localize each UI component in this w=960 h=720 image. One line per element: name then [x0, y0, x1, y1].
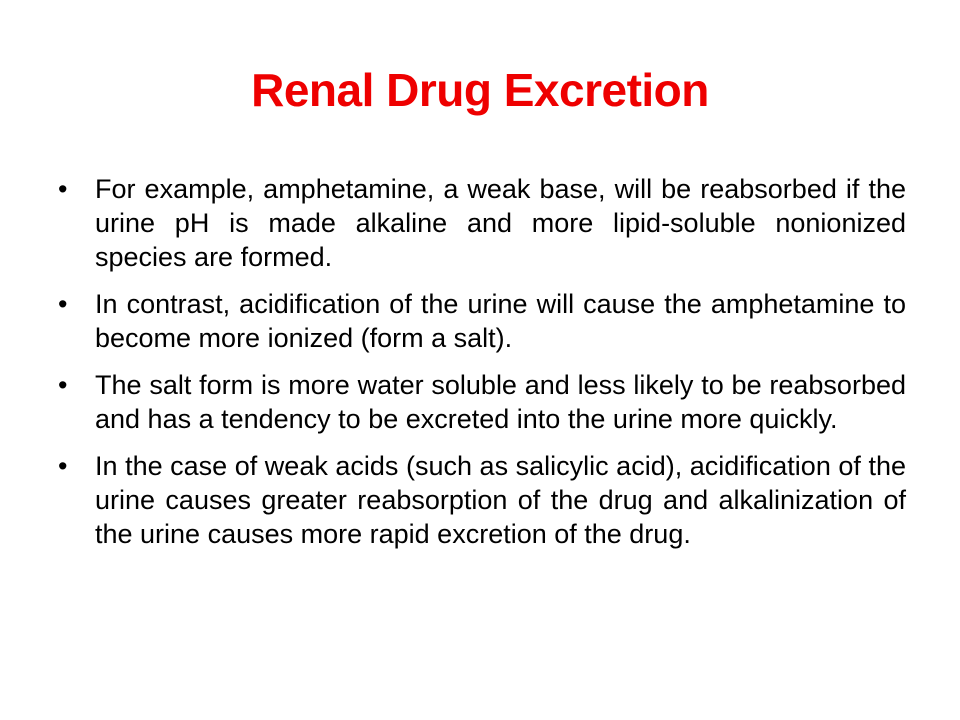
bullet-icon: •: [58, 289, 68, 319]
bullet-icon: •: [58, 174, 68, 204]
bullet-text: For example, amphetamine, a weak base, will be reabsorbed if the urine pH is made alkaline and more lipid-soluble nonionized species are formed.: [95, 174, 906, 272]
bullet-text: In the case of weak acids (such as salicylic acid), acidification of the urine causes greater reabsorption of the drug and alkalinization of the urine causes more rapid excretion of the drug.: [95, 451, 906, 549]
bullet-text: In contrast, acidification of the urine will cause the amphetamine to become more ionized (form a salt).: [95, 289, 906, 353]
bullet-text: The salt form is more water soluble and less likely to be reabsorbed and has a tendency to be excreted into the urine more quickly.: [95, 370, 906, 434]
bullet-item: [56, 287, 906, 355]
slide-title: Renal Drug Excretion: [251, 64, 709, 116]
bullet-item: [56, 172, 906, 274]
bullet-icon: •: [58, 451, 68, 481]
bullet-item: [56, 368, 906, 436]
bullet-icon: •: [58, 370, 68, 400]
bullet-list: [56, 172, 906, 564]
bullet-item: [56, 449, 906, 551]
